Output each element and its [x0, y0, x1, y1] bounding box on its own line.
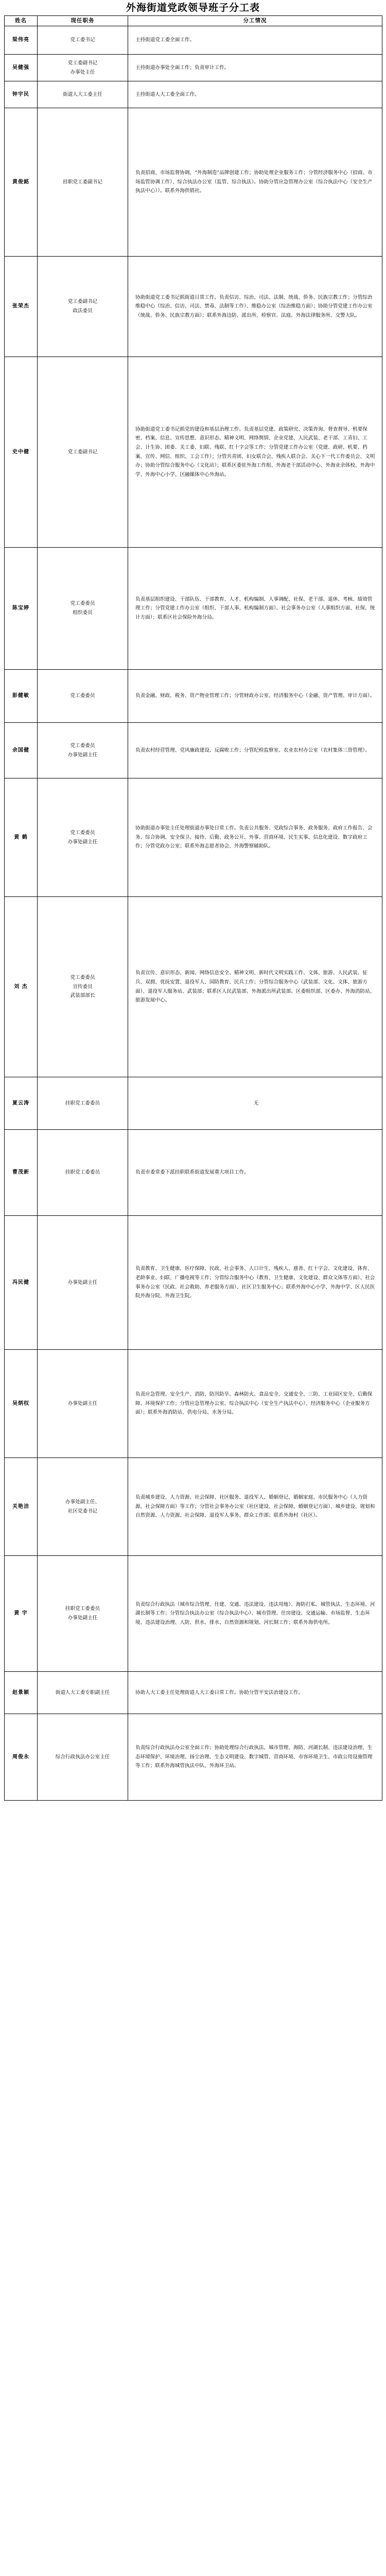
member-duty: 负责应急管理、安全生产、消防、防汛防旱、森林防火、食品安全、交通安全、三防、工业园区安全、后勤保障、环境保护工作；分管应急管理办公室、综合执法中心（安全生产执法中心）、经济服务中心（企业服务方面）；联系外海消防站、供电分局、水务分局。	[128, 1350, 382, 1458]
table-row	[5, 257, 382, 357]
member-position	[38, 55, 128, 81]
member-duty: 负责基层组织建设、干部队伍、干部教育、人才、机构编制、人事调配、社保、老干部、退休、考核、绩效管理工作；分管党建工作办公室（组织、干部人事、机构编制方面）、社会事务办公室（人事组织方面、社保、统计方面）；联系区社会保险外海分局。	[128, 548, 382, 670]
position-line: 党工委委员	[70, 693, 95, 699]
duty-table-container	[4, 15, 382, 1801]
member-position	[38, 1714, 128, 1801]
table-row	[5, 1672, 382, 1714]
member-duty: 负责教育、卫生健康、医疗保障、民政、社会事务、人口计生、残疾人、慈善、红十字会、文化建设、体育、老龄事业、妇联、广播电视等工作；分管综合服务中心（教育、卫生健康、文化建设、群众文体等方面）、社会事务办公室（民政、社会救助、养老服务方面）、社区卫生服务中心；联系外海中心小学、外海中学、区人民医院外海分院、外海卫生院。	[128, 1216, 382, 1350]
member-duty: 协助人大工委主任处理街道人大工委日常工作。协助分管平安法治建设工作。	[128, 1672, 382, 1714]
member-name: 黄 宇	[5, 1556, 38, 1672]
position-line: 党工委副书记	[67, 449, 98, 455]
member-name: 吴炳权	[5, 1350, 38, 1458]
member-duty: 主持街道人大工委全面工作。	[128, 81, 382, 108]
member-duty: 负责宣传、意识形态、新闻、网络信息安全、精神文明、新时代文明实践工作、文体、旅游、人民武装、征兵、双拥、优抚安置、退役军人、国防教育、民兵工作；分管综合服务中心（武装部、文化、文体、旅游方面）、退役军人服务站、武装部；联系区人民武装部、外海派出所武装部、区委组织部、区委办、外海消防站、旅游发展中心。	[128, 897, 382, 1077]
position-line: 社区党委书记	[67, 1508, 98, 1514]
member-position	[38, 1350, 128, 1458]
member-name: 吴健强	[5, 55, 38, 81]
table-row	[5, 778, 382, 897]
position-line: 党工委委员	[70, 742, 95, 749]
member-name: 钟宇民	[5, 81, 38, 108]
position-line: 武装部部长	[70, 993, 95, 999]
position-line: 党工委委员	[70, 601, 95, 607]
member-position	[38, 670, 128, 723]
member-position	[38, 1130, 128, 1216]
position-line: 办事处副主任	[67, 1400, 98, 1406]
position-line: 挂职党工委委员	[65, 1170, 100, 1176]
position-line: 宣传委员	[73, 984, 93, 990]
position-line: 街道人大工委专职副主任	[55, 1689, 110, 1696]
member-name: 陈宝婷	[5, 548, 38, 670]
position-line: 挂职党工委委员	[65, 1100, 100, 1106]
member-position	[38, 897, 128, 1077]
member-name: 黄 鹤	[5, 778, 38, 897]
position-line: 办事处副主任	[67, 752, 98, 758]
member-position	[38, 778, 128, 897]
member-position	[38, 81, 128, 108]
member-position	[38, 1077, 128, 1130]
member-position	[38, 26, 128, 55]
position-line: 政法委员	[73, 308, 93, 314]
member-duty: 协助街道党工委书记抓党的建设和基层治理工作。负责基层党建、政策研究、决策咨询、督查督导、机要保密、档案、信息、宣传思想、意识形态、精神文明、网络舆情、企业党建、人民武装、老干部、工青妇、工会、计生协、团委、关工委、妇联、残联、红十字会等工作；分管党建工作办公室（党建、政研、机要、档案、宣传、网信、组织、工会工作）；分管共青团、妇女联合会、残疾人联合会、关心下一代工作委员会、文明办；协助分管综合服务中心（文化站）；联系区委驻外海工作组、外海老干部活动中心、外海业余体校、外海中学、外海中心小学、区融媒体中心外海站。	[128, 357, 382, 548]
member-duty: 协助街道党工委书记抓街道日常工作。负责信访、综治、司法、法制、统战、侨务、民族宗教工作；分管综治维稳中心（综治、信访、司法、禁毒、法制等工作）、维稳办公室（综治维稳方面）；协助分管党建工作办公室（统战、侨务、民族宗教方面）；联系外海边防、派出所、检察官、法庭、外海法律服务所、交警大队。	[128, 257, 382, 357]
member-duty: 无	[128, 1077, 382, 1130]
position-line: 街道人大工委主任	[63, 91, 102, 97]
header-name: 姓名	[5, 16, 38, 26]
position-line: 办事处副主任	[67, 1615, 98, 1621]
position-line: 党工委副书记	[67, 299, 98, 305]
member-name: 余国健	[5, 723, 38, 778]
member-position	[38, 723, 128, 778]
table-row	[5, 670, 382, 723]
member-position	[38, 108, 128, 257]
member-name: 冯民健	[5, 1216, 38, 1350]
member-position	[38, 548, 128, 670]
header-row	[5, 16, 382, 26]
member-duty: 负责综合行政执法（城市综合管理、住建、交通、违法建设、违法用地）、海防打私、城管执法、生态环境、河湖长制等工作；分管综合执法办公室（综合执法中心）、城市管理、住房建设、交通运输、市场监督、生态环境、违法建设治理、人防、供水、排水、自然资源和规划、河长制工作；联系外海供电所。	[128, 1556, 382, 1672]
position-line: 办事处副主任、	[65, 1499, 100, 1505]
position-line: 党工委书记	[70, 37, 95, 43]
header-position: 现任职务	[38, 16, 128, 26]
table-row	[5, 55, 382, 81]
member-name: 黄俊銘	[5, 108, 38, 257]
table-row	[5, 81, 382, 108]
table-row	[5, 897, 382, 1077]
position-line: 党工委委员	[70, 975, 95, 981]
position-line: 党工委委员	[70, 829, 95, 836]
member-position	[38, 357, 128, 548]
table-row	[5, 1077, 382, 1130]
table-row	[5, 1556, 382, 1672]
position-line: 挂职党工委副书记	[63, 179, 102, 185]
table-row	[5, 1458, 382, 1556]
position-line: 组织委员	[73, 610, 93, 616]
member-duty: 负责城乡建设、人力资源、社会保障、社区服务、退役军人、婚姻登记、婚姻家庭、市民服务中心（人力资源、社会保障方面）等工作；分管社会事务办公室（社区建设、社会保障、婚姻登记方面）、城乡建设、规划和自然资源、人力资源、社会保障、退役军人事务、群众工作部；联系外海村（社区）。	[128, 1458, 382, 1556]
position-line: 综合行政执法办公室主任	[55, 1754, 110, 1760]
member-name: 张荣杰	[5, 257, 38, 357]
member-name: 夏云涛	[5, 1077, 38, 1130]
member-position	[38, 1216, 128, 1350]
member-name: 刘 杰	[5, 897, 38, 1077]
table-row	[5, 1714, 382, 1801]
position-line: 办事处主任	[70, 69, 95, 75]
duty-table	[4, 15, 382, 1801]
position-line: 办事处副主任	[67, 1279, 98, 1285]
member-duty: 主持街道党工委全面工作。	[128, 26, 382, 55]
position-line: 办事处副主任	[67, 839, 98, 845]
member-duty: 协助街道办事处主任处理街道办事处日常工作。负责公共服务、党政综合事务、政务服务、政府工作报告、会务、综合协调、安全保卫、接待、后勤、政务公开、外事、营商环境、民生实事、信息化建设、数字政府工作；分管党政办公室；联系外海志愿者协会、外海警察辅助队。	[128, 778, 382, 897]
member-position	[38, 1458, 128, 1556]
member-name: 史中健	[5, 357, 38, 548]
member-name: 周俊永	[5, 1714, 38, 1801]
member-duty: 负责市委常委下派挂职联系街道发展重大项目工作。	[128, 1130, 382, 1216]
member-position	[38, 1672, 128, 1714]
header-duty: 分工情况	[128, 16, 382, 26]
table-row	[5, 723, 382, 778]
table-row	[5, 26, 382, 55]
member-name: 梁伟亮	[5, 26, 38, 55]
table-row	[5, 1216, 382, 1350]
table-row	[5, 548, 382, 670]
member-name: 曹茂新	[5, 1130, 38, 1216]
member-duty: 负责招商、市场监督协调、“外海制造”品牌创建工作；协助处理企业服务工作；分管经济服务中心（招商、市场监管协调工作）、综合执法办公室（监管、综合执法）。协助分管应急管理办公室（综合执法中心（安全生产执法中心））。联系外海供销社。	[128, 108, 382, 257]
member-duty: 负责金融、财政、税务、资产物业管理工作；分管财政办公室、经济服务中心（金融、资产管理、审计方面）。	[128, 670, 382, 723]
member-name: 彭健敏	[5, 670, 38, 723]
member-position	[38, 1556, 128, 1672]
member-duty: 主持街道办事处全面工作；负责审计工作。	[128, 55, 382, 81]
table-row	[5, 357, 382, 548]
member-name: 关艳洁	[5, 1458, 38, 1556]
member-name: 赵景颖	[5, 1672, 38, 1714]
table-row	[5, 108, 382, 257]
table-row	[5, 1350, 382, 1458]
member-position	[38, 257, 128, 357]
table-row	[5, 1130, 382, 1216]
document-title: 外海街道党政领导班子分工表	[126, 2, 260, 13]
member-duty: 负责综合行政执法办公室全面工作；协助处理综合行政执法、城市管理、海防、河湖长制、违法建设治理、生态环境保护、环境治理、扬尘治理、生态文明建设、数字城管、营商环境、市容环境卫生、市政公用设施管理等工作；联系外海城管执法中队、外海环卫站。	[128, 1714, 382, 1801]
position-line: 挂职党工委委员	[65, 1606, 100, 1612]
member-duty: 负责农村经营管理、党风廉政建设、反腐败工作；分管纪检监察室、农业农村办公室（农村集体三资管理）。	[128, 723, 382, 778]
position-line: 党工委副书记	[67, 60, 98, 66]
